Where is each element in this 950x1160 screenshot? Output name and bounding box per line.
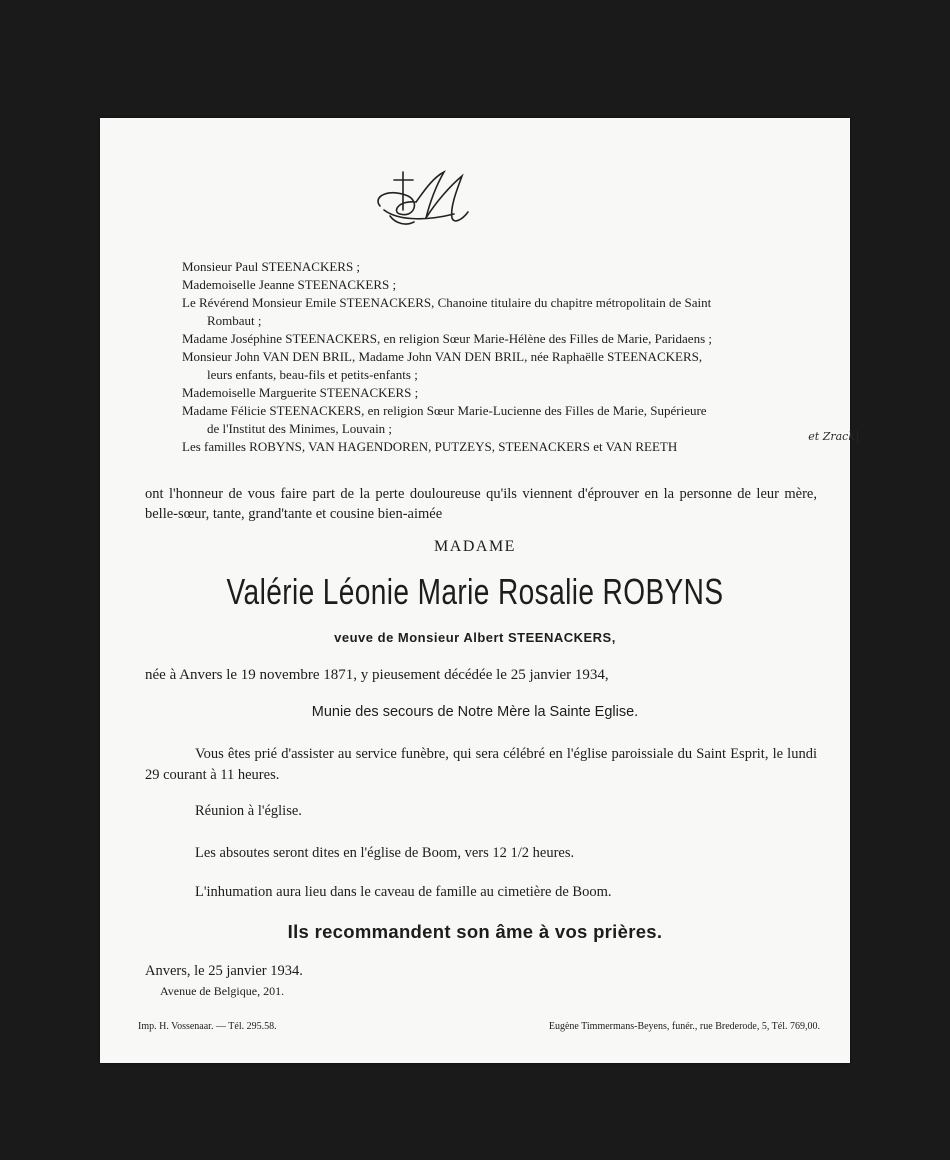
handwritten-note: et Zrack: [808, 430, 858, 443]
family-line: Les familles ROBYNS, VAN HAGENDOREN, PUTZEYS, STEENACKERS et VAN REETH: [182, 439, 678, 454]
family-line: Monsieur Paul STEENACKERS ;: [182, 259, 361, 274]
intro-paragraph: ont l'honneur de vous faire part de la perte douloureuse qu'ils viennent d'éprouver en la personne de leur mère, belle-sœur, tante, grand'tante et cousine bien-aimée: [145, 486, 817, 522]
birth-death-line: née à Anvers le 19 novembre 1871, y pieusement décédée le 25 janvier 1934,: [145, 667, 609, 683]
sacraments-line: Munie des secours de Notre Mère la Sainte Eglise.: [311, 704, 639, 720]
widow-line: veuve de Monsieur Albert STEENACKERS,: [334, 630, 616, 645]
cross-monogram-icon: [370, 166, 480, 236]
family-line: de l'Institut des Minimes, Louvain ;: [207, 421, 393, 436]
family-list: [182, 258, 822, 456]
family-line: Le Révérend Monsieur Emile STEENACKERS, Chanoine titulaire du chapitre métropolitain de Saint: [182, 295, 712, 310]
death-notice-card: [100, 118, 855, 1063]
family-line: Monsieur John VAN DEN BRIL, Madame John VAN DEN BRIL, née Raphaëlle STEENACKERS,: [182, 349, 703, 364]
service-paragraph: Vous êtes prié d'assister au service funèbre, qui sera célébré en l'église paroissiale du Saint Esprit, le lundi 29 courant à 11 heures.: [145, 746, 817, 783]
family-line: Mademoiselle Jeanne STEENACKERS ;: [182, 277, 397, 292]
family-line: Madame Félicie STEENACKERS, en religion Sœur Marie-Lucienne des Filles de Marie, Supérieure: [182, 403, 707, 418]
absoutes-line: Les absoutes seront dites en l'église de Boom, vers 12 1/2 heures.: [195, 845, 575, 861]
family-line: leurs enfants, beau-fils et petits-enfants ;: [207, 367, 418, 382]
recommend-line: Ils recommandent son âme à vos prières.: [287, 921, 663, 942]
deceased-name: Valérie Léonie Marie Rosalie ROBYNS: [226, 571, 724, 612]
place-date: Anvers, le 25 janvier 1934.: [145, 963, 303, 979]
family-line: Rombaut ;: [207, 313, 262, 328]
address: Avenue de Belgique, 201.: [160, 984, 285, 998]
printer-credit: Imp. H. Vossenaar. — Tél. 295.58.: [138, 1021, 277, 1032]
funeral-director-credit: Eugène Timmermans-Beyens, funér., rue Brederode, 5, Tél. 769,00.: [548, 1021, 820, 1032]
family-line: Madame Joséphine STEENACKERS, en religion Sœur Marie-Hélène des Filles de Marie, Paridaens ;: [182, 331, 712, 346]
inhumation-line: L'inhumation aura lieu dans le caveau de famille au cimetière de Boom.: [195, 884, 612, 900]
title-madame: MADAME: [434, 538, 516, 555]
reunion-line: Réunion à l'église.: [195, 803, 302, 819]
family-line: Mademoiselle Marguerite STEENACKERS ;: [182, 385, 419, 400]
